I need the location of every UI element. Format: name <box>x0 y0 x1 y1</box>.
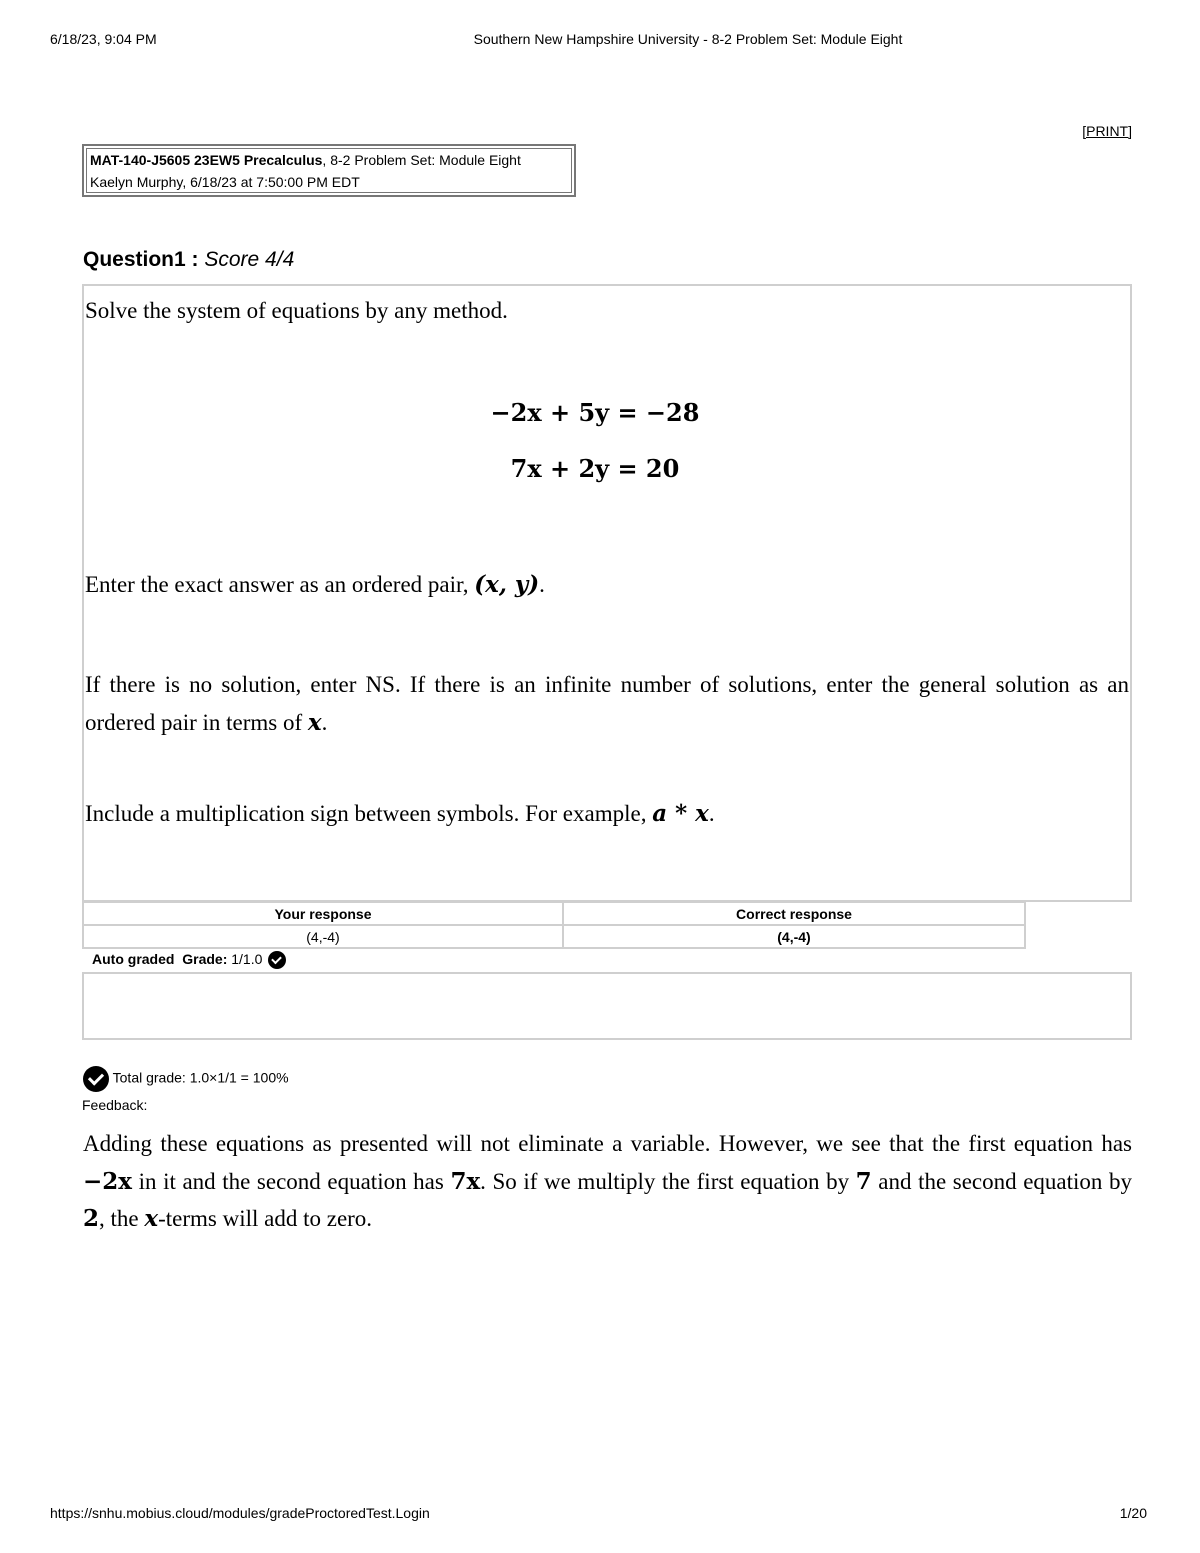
question-box <box>82 284 1132 902</box>
course-info-box <box>82 144 576 197</box>
auto-graded-line <box>92 951 286 969</box>
assignment-name: , 8-2 Problem Set: Module Eight <box>322 152 521 168</box>
question-heading <box>83 248 294 272</box>
grade-label: Grade: <box>182 951 228 967</box>
your-response-value: (4,-4) <box>83 925 563 948</box>
math-2: 2 <box>83 1205 100 1232</box>
instruction-multiplication: Include a multiplication sign between symbols. For example, a * x. <box>85 800 715 827</box>
correct-response-value: (4,-4) <box>563 925 1025 948</box>
total-grade: Total grade: 1.0×1/1 = 100% <box>112 1069 289 1086</box>
math-a-times-x: a * x <box>652 800 709 827</box>
instruction-ordered-pair: Enter the exact answer as an ordered pair, (x, y). <box>85 571 545 598</box>
question-label: Question1 : <box>83 248 199 271</box>
math-7x: 7x <box>450 1167 481 1195</box>
math-x-terms: x <box>144 1205 159 1232</box>
print-title: Southern New Hampshire University - 8-2 Problem Set: Module Eight <box>473 31 903 47</box>
instruction-no-solution: If there is no solution, enter NS. If there is an infinite number of solutions, enter the general solution as an ordered pair in terms of x. <box>85 672 1129 736</box>
table-header-row <box>83 902 1025 925</box>
print-link[interactable]: [PRINT] <box>1082 123 1132 139</box>
math-7: 7 <box>855 1167 872 1195</box>
check-circle-icon <box>83 1066 109 1092</box>
total-grade-line <box>83 1066 289 1092</box>
math-neg-2x: −2x <box>83 1167 132 1195</box>
math-x: x <box>307 709 322 736</box>
question-score: Score 4/4 <box>204 248 295 271</box>
your-response-header: Your response <box>83 902 563 925</box>
feedback-label: Feedback: <box>82 1097 148 1113</box>
equation-1: −2x + 5y = −28 <box>490 398 700 427</box>
response-table <box>82 901 1026 949</box>
footer-page-number: 1/20 <box>1119 1505 1147 1521</box>
math-xy: (x, y) <box>474 571 540 598</box>
equation-2: 7x + 2y = 20 <box>510 454 680 483</box>
comment-box <box>82 972 1132 1040</box>
table-row <box>83 925 1025 948</box>
footer-url: https://snhu.mobius.cloud/modules/gradeProctoredTest.Login <box>50 1505 430 1521</box>
feedback-text: Adding these equations as presented will not eliminate a variable. However, we see that the first equation has −2x in it and the second equation has 7x. So if we multiply the first equation by 7 and the second equation by 2, the x-terms will add to zero. <box>83 1131 1133 1232</box>
correct-response-header: Correct response <box>563 902 1025 925</box>
check-circle-icon <box>268 951 286 969</box>
question-prompt: Solve the system of equations by any method. <box>85 298 508 323</box>
grade-value: 1/1.0 <box>231 951 263 967</box>
auto-graded-label: Auto graded <box>92 951 175 967</box>
print-datetime: 6/18/23, 9:04 PM <box>50 31 157 47</box>
student-line: Kaelyn Murphy, 6/18/23 at 7:50:00 PM EDT <box>90 174 360 190</box>
course-code: MAT-140-J5605 23EW5 Precalculus <box>90 152 323 168</box>
